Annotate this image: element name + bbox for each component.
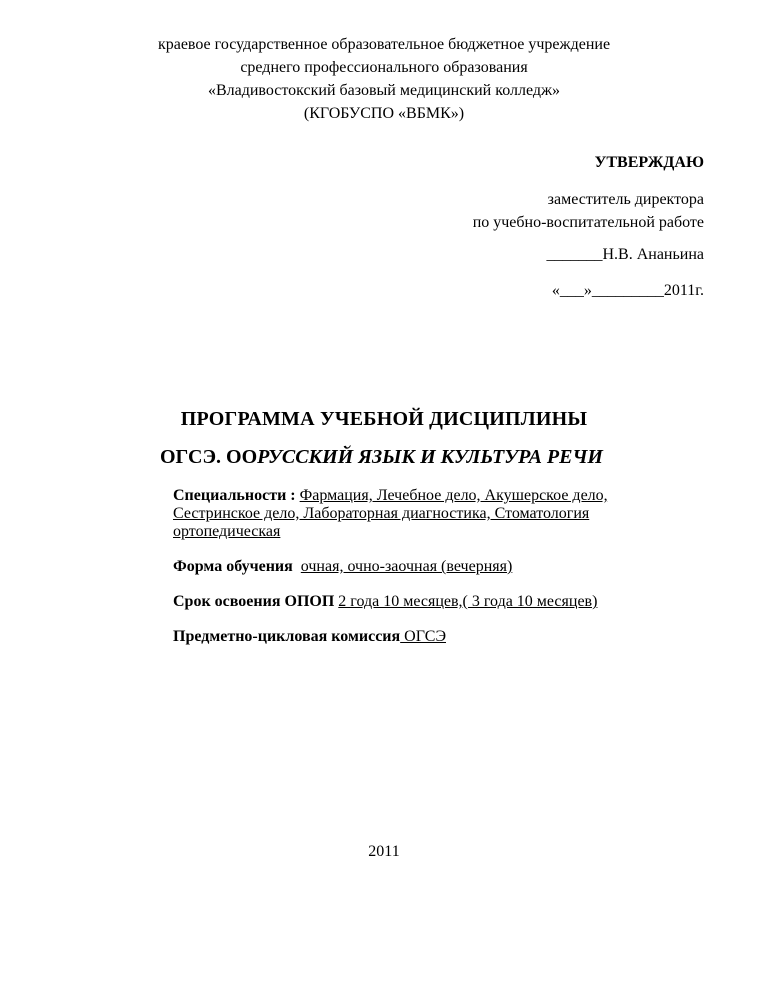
approval-position	[473, 188, 704, 234]
header-line-4: (КГОБУСПО «ВБМК»)	[303, 105, 465, 122]
header-line-3: «Владивостокский базовый медицинский колледж»	[207, 82, 561, 99]
header-line-2: среднего профессионального образования	[240, 59, 528, 76]
discipline-title	[160, 446, 603, 469]
program-details	[173, 487, 613, 663]
approval-position-line-2: по учебно-воспитательной работе	[472, 214, 704, 231]
document-year: 2011	[368, 843, 400, 860]
approval-position-line-1: заместитель директора	[547, 191, 704, 208]
institution-header	[0, 33, 768, 125]
header-line-1: краевое государственное образовательное бюджетное учреждение	[157, 36, 611, 53]
approval-date: «___»_________2011г.	[551, 282, 704, 299]
approval-block	[473, 152, 704, 302]
commission-value: ОГСЭ	[400, 628, 446, 645]
specialties-label: Специальности :	[173, 487, 296, 504]
commission-row	[173, 628, 613, 646]
term-value: 2 года 10 месяцев,( 3 года 10 месяцев)	[338, 593, 598, 610]
term-label: Срок освоения ОПОП	[173, 593, 335, 610]
discipline-code: ОГСЭ. ОО	[160, 446, 258, 468]
form-value: очная, очно-заочная (вечерняя)	[300, 558, 513, 575]
discipline-name: РУССКИЙ ЯЗЫК И КУЛЬТУРА РЕЧИ	[257, 446, 603, 468]
approval-title: УТВЕРЖДАЮ	[594, 154, 704, 171]
program-title: ПРОГРАММА УЧЕБНОЙ ДИСЦИПЛИНЫ	[180, 408, 588, 430]
specialties-row	[173, 487, 613, 541]
specialties-value: Фармация, Лечебное дело, Акушерское дело, Сестринское дело, Лабораторная диагностика, Стоматология ортопедическая	[173, 487, 608, 540]
form-label: Форма обучения	[173, 558, 293, 575]
term-row	[173, 593, 613, 611]
form-row	[173, 558, 613, 576]
approval-signature: _______Н.В. Ананьина	[546, 246, 704, 263]
commission-label: Предметно-цикловая комиссия	[173, 628, 401, 645]
